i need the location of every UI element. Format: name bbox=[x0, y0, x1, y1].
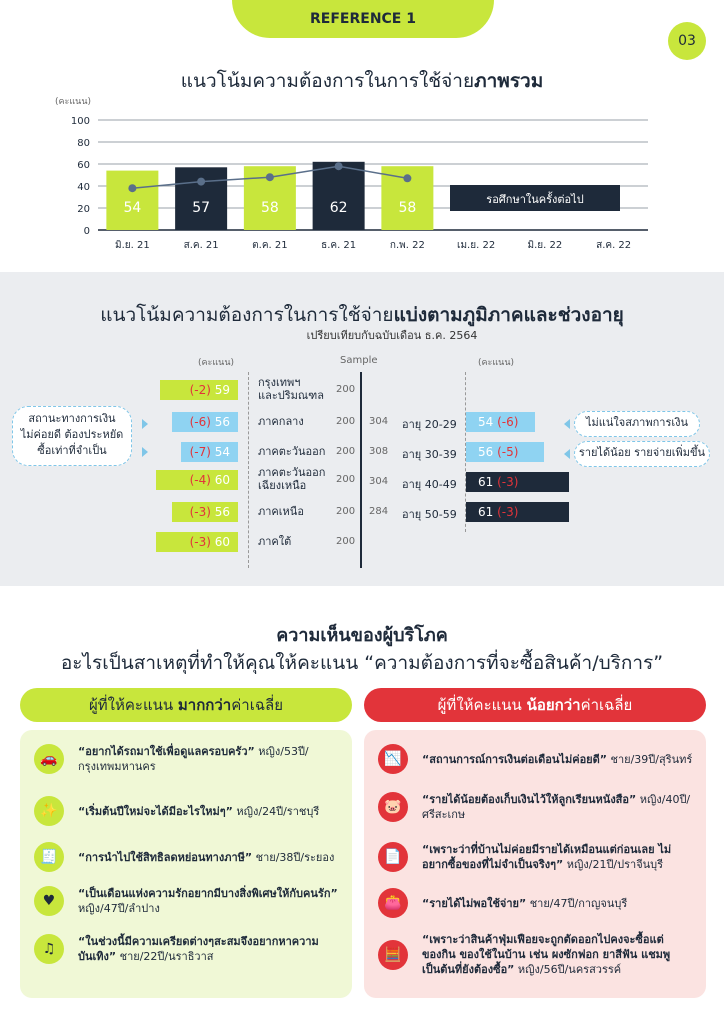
opinion-respondent: ชาย/38ปี/ระยอง bbox=[255, 850, 335, 864]
region-name-line-2: และปริมณฑล bbox=[258, 389, 324, 402]
age-unit-label: (คะแนน) bbox=[478, 358, 514, 368]
opinion-quote: “เป็นเดือนแห่งความรักอยากมีบางสิ่งพิเศษให้กับคนรัก” bbox=[78, 887, 338, 900]
region-score-bar bbox=[156, 532, 238, 552]
region-unit-label: (คะแนน) bbox=[198, 358, 234, 368]
opinion-text bbox=[78, 850, 334, 865]
y-tick-label: 40 bbox=[77, 182, 90, 193]
age-score: 56 bbox=[478, 445, 494, 459]
opinion-item bbox=[34, 744, 342, 774]
region-score: 54 bbox=[214, 445, 230, 459]
consumer-opinion-subtitle: อะไรเป็นสาเหตุที่ทำให้คุณให้คะแนน “ความต้องการที่จะซื้อสินค้า/บริการ” bbox=[60, 652, 664, 674]
age-change: (-3) bbox=[497, 475, 519, 489]
age-sample: 304 bbox=[369, 416, 389, 427]
region-sample: 200 bbox=[336, 416, 356, 427]
opinion-quote: “รายได้น้อยต้องเก็บเงินไว้ให้ลูกเรียนหนังสือ” bbox=[422, 793, 637, 806]
opinion-item bbox=[378, 842, 696, 872]
age-score: 61 bbox=[478, 505, 494, 519]
region-score: 59 bbox=[214, 383, 230, 397]
pointer-icon bbox=[142, 447, 148, 457]
y-tick-label: 100 bbox=[70, 116, 90, 127]
opinion-quote: “สถานการณ์การเงินต่อเดือนไม่ค่อยดี” bbox=[422, 752, 607, 766]
sample-divider bbox=[360, 372, 362, 568]
opinion-respondent: ชาย/22ปี/นราธิวาส bbox=[119, 950, 214, 963]
trend-point bbox=[266, 173, 274, 181]
region-score-bar bbox=[160, 380, 238, 400]
calculator-icon: 🧮 bbox=[378, 940, 408, 970]
region-name bbox=[258, 445, 338, 458]
region-score: 56 bbox=[214, 415, 230, 429]
age-sample: 304 bbox=[369, 476, 389, 487]
pending-label: รอศึกษาในครั้งต่อไป bbox=[486, 193, 584, 206]
pointer-icon bbox=[564, 449, 570, 459]
opinion-respondent: หญิง/21ปี/ปราจีนบุรี bbox=[566, 858, 664, 871]
above-average-header bbox=[20, 688, 352, 722]
bar-value-label: 54 bbox=[123, 200, 142, 216]
opinion-text bbox=[422, 932, 696, 977]
chart-down-icon: 📉 bbox=[378, 744, 408, 774]
celebration-icon: ✨ bbox=[34, 796, 64, 826]
region-name bbox=[258, 466, 338, 492]
region-name-line-2: เฉียงเหนือ bbox=[258, 479, 307, 492]
y-tick-label: 20 bbox=[77, 204, 90, 215]
page-number: 03 bbox=[668, 22, 706, 60]
trend-point bbox=[197, 178, 205, 186]
opinion-quote: “ในช่วงนี้มีความเครียดต่างๆสะสมจึงอยากหาความบันเทิง” bbox=[78, 935, 319, 963]
age-change: (-5) bbox=[497, 445, 519, 459]
trend-point bbox=[335, 162, 343, 170]
age-score-bar bbox=[466, 502, 569, 522]
opinion-text bbox=[78, 804, 319, 819]
age-sample: 308 bbox=[369, 446, 389, 457]
opinion-text bbox=[78, 886, 342, 916]
age-label: อายุ 40-49 bbox=[402, 478, 457, 491]
wallet-icon: 👛 bbox=[378, 888, 408, 918]
region-name bbox=[258, 415, 338, 428]
region-score: 60 bbox=[214, 473, 230, 487]
region-sample: 200 bbox=[336, 446, 356, 457]
chart1-title-prefix: แนวโน้มความต้องการในการใช้จ่าย bbox=[180, 70, 475, 92]
bar bbox=[313, 162, 365, 230]
age-label: อายุ 20-29 bbox=[402, 418, 457, 431]
x-tick-label: ต.ค. 21 bbox=[252, 240, 288, 251]
y-tick-label: 60 bbox=[77, 160, 90, 171]
y-axis-label: (คะแนน) bbox=[55, 97, 91, 107]
region-name-line-1: ภาคใต้ bbox=[258, 535, 292, 548]
opinion-respondent: หญิง/56ปี/นครสวรรค์ bbox=[517, 963, 622, 976]
note-left-bubble bbox=[12, 406, 132, 466]
chart2-subtitle: เปรียบเทียบกับฉบับเดือน ธ.ค. 2564 bbox=[306, 329, 478, 342]
age-score: 54 bbox=[478, 415, 494, 429]
receipt-icon: 🧾 bbox=[34, 842, 64, 872]
region-name bbox=[258, 376, 338, 402]
opinion-item bbox=[34, 886, 342, 916]
x-tick-label: ส.ค. 21 bbox=[183, 240, 219, 251]
opinion-text bbox=[422, 842, 696, 872]
region-change: (-4) bbox=[189, 473, 211, 487]
bar-value-label: 58 bbox=[260, 200, 279, 216]
chart2-title-prefix: แนวโน้มความต้องการในการใช้จ่าย bbox=[100, 304, 394, 326]
y-tick-label: 80 bbox=[77, 138, 90, 149]
opinion-text bbox=[422, 792, 696, 822]
region-score-bar bbox=[172, 412, 238, 432]
region-name-line-1: ภาคตะวันออก bbox=[258, 445, 326, 458]
bar-value-label: 58 bbox=[398, 200, 417, 216]
bar-value-label: 57 bbox=[192, 200, 211, 216]
opinion-item bbox=[378, 932, 696, 977]
region-score: 56 bbox=[214, 505, 230, 519]
region-name-line-1: กรุงเทพฯ bbox=[258, 376, 301, 389]
opinion-quote: “รายได้ไม่พอใช้จ่าย” bbox=[422, 896, 527, 910]
age-score-bar bbox=[466, 412, 535, 432]
region-score-bar bbox=[181, 442, 238, 462]
region-sample: 200 bbox=[336, 536, 356, 547]
music-person-icon: ♫ bbox=[34, 934, 64, 964]
x-tick-label: เม.ย. 22 bbox=[457, 240, 496, 251]
opinion-text bbox=[422, 896, 627, 911]
region-change: (-7) bbox=[189, 445, 211, 459]
region-name bbox=[258, 505, 338, 518]
region-name-line-1: ภาคกลาง bbox=[258, 415, 304, 428]
region-score-bar bbox=[172, 502, 238, 522]
below-average-panel bbox=[364, 730, 706, 998]
opinion-quote: “อยากได้รถมาใช้เพื่อดูแลครอบครัว” bbox=[78, 745, 255, 758]
note-right-bubble-2: รายได้น้อย รายจ่ายเพิ่มขึ้น bbox=[574, 441, 710, 467]
good-header-suffix: ค่าเฉลี่ย bbox=[231, 696, 284, 714]
age-sample: 284 bbox=[369, 506, 389, 517]
opinion-item bbox=[34, 934, 342, 964]
good-header-bold: มากกว่า bbox=[177, 696, 232, 714]
age-change: (-6) bbox=[497, 415, 519, 429]
region-sample: 200 bbox=[336, 474, 356, 485]
x-tick-label: ก.พ. 22 bbox=[389, 240, 425, 251]
region-sample: 200 bbox=[336, 506, 356, 517]
region-name-line-1: ภาคตะวันออก bbox=[258, 466, 326, 479]
age-label: อายุ 50-59 bbox=[402, 508, 457, 521]
age-score: 61 bbox=[478, 475, 494, 489]
opinion-quote: “เริ่มต้นปีใหม่จะได้มีอะไรใหม่ๆ” bbox=[78, 804, 233, 818]
region-change: (-3) bbox=[189, 505, 211, 519]
age-score-bar bbox=[466, 442, 544, 462]
bar bbox=[175, 167, 227, 230]
car-icon: 🚗 bbox=[34, 744, 64, 774]
region-change: (-3) bbox=[189, 535, 211, 549]
below-average-header bbox=[364, 688, 706, 722]
age-score-bar bbox=[466, 472, 569, 492]
region-change: (-6) bbox=[189, 415, 211, 429]
bad-header-prefix: ผู้ที่ให้คะแนน bbox=[437, 696, 527, 714]
opinion-text bbox=[422, 752, 692, 767]
note-left-line-1: สถานะทางการเงิน bbox=[28, 412, 116, 425]
x-tick-label: มิ.ย. 22 bbox=[527, 240, 563, 251]
trend-point bbox=[403, 174, 411, 182]
opinion-quote: “เพราะว่าที่บ้านไม่ค่อยมีรายได้เหมือนแต่ก่อนเลย ไม่อยากซื้อของที่ไม่จำเป็นจริงๆ” bbox=[422, 843, 672, 871]
opinion-respondent: หญิง/40ปี/ศรีสะเกษ bbox=[422, 793, 691, 821]
x-tick-label: ส.ค. 22 bbox=[596, 240, 632, 251]
x-tick-label: ธ.ค. 21 bbox=[321, 240, 357, 251]
note-right-bubble-1: ไม่แน่ใจสภาพการเงิน bbox=[574, 411, 700, 437]
note-left-line-3: ซื้อเท่าที่จำเป็น bbox=[37, 444, 107, 457]
region-sample: 200 bbox=[336, 384, 356, 395]
region-name bbox=[258, 535, 338, 548]
opinion-respondent: หญิง/53ปี/กรุงเทพมหานคร bbox=[78, 745, 309, 773]
region-score-bar bbox=[156, 470, 238, 490]
opinion-text bbox=[78, 934, 342, 964]
bad-header-bold: น้อยกว่า bbox=[526, 696, 581, 714]
piggy-bank-icon: 🐷 bbox=[378, 792, 408, 822]
opinion-quote: “เพราะว่าสินค้าฟุ่มเฟือยจะถูกตัดออกไปคงจะซื้อแต่ของกิน ของใช้ในบ้าน เช่น ผงซักฟอก ยาสีฟัน แชมพู เป็นต้นที่ยังต้องซื้อ” bbox=[422, 933, 671, 976]
age-change: (-3) bbox=[497, 505, 519, 519]
opinion-respondent: ชาย/39ปี/สุรินทร์ bbox=[610, 752, 693, 766]
opinion-item bbox=[378, 744, 696, 774]
reference-tab: REFERENCE 1 bbox=[232, 0, 494, 38]
opinion-item bbox=[378, 792, 696, 822]
chart1-title-bold: ภาพรวม bbox=[474, 70, 544, 92]
opinion-quote: “การนำไปใช้สิทธิลดหย่อนทางภาษี” bbox=[78, 850, 253, 864]
region-name-line-1: ภาคเหนือ bbox=[258, 505, 304, 518]
document-icon: 📄 bbox=[378, 842, 408, 872]
overall-trend-chart bbox=[0, 90, 724, 260]
consumer-opinion-title: ความเห็นของผู้บริโภค bbox=[276, 625, 448, 646]
y-tick-label: 0 bbox=[83, 226, 90, 237]
pointer-icon bbox=[564, 419, 570, 429]
region-score: 60 bbox=[214, 535, 230, 549]
heart-hand-icon: ♥ bbox=[34, 886, 64, 916]
x-tick-label: มิ.ย. 21 bbox=[115, 240, 150, 251]
opinion-respondent: หญิง/24ปี/ราชบุรี bbox=[236, 804, 320, 818]
age-label: อายุ 30-39 bbox=[402, 448, 457, 461]
bar-value-label: 62 bbox=[329, 200, 348, 216]
opinion-item bbox=[378, 888, 696, 918]
opinion-respondent: หญิง/47ปี/ลำปาง bbox=[78, 902, 160, 915]
region-change: (-2) bbox=[189, 383, 211, 397]
above-average-panel bbox=[20, 730, 352, 998]
opinion-text bbox=[78, 744, 342, 774]
good-header-prefix: ผู้ที่ให้คะแนน bbox=[88, 696, 178, 714]
opinion-item bbox=[34, 796, 342, 826]
bad-header-suffix: ค่าเฉลี่ย bbox=[580, 696, 633, 714]
region-divider bbox=[248, 372, 249, 568]
trend-point bbox=[128, 184, 136, 192]
note-left-line-2: ไม่ค่อยดี ต้องประหยัด bbox=[20, 428, 124, 441]
chart2-title-bold: แบ่งตามภูมิภาคและช่วงอายุ bbox=[393, 304, 624, 326]
sample-header: Sample bbox=[340, 355, 378, 366]
opinion-item bbox=[34, 842, 342, 872]
pointer-icon bbox=[142, 419, 148, 429]
opinion-respondent: ชาย/47ปี/กาญจนบุรี bbox=[529, 896, 628, 910]
